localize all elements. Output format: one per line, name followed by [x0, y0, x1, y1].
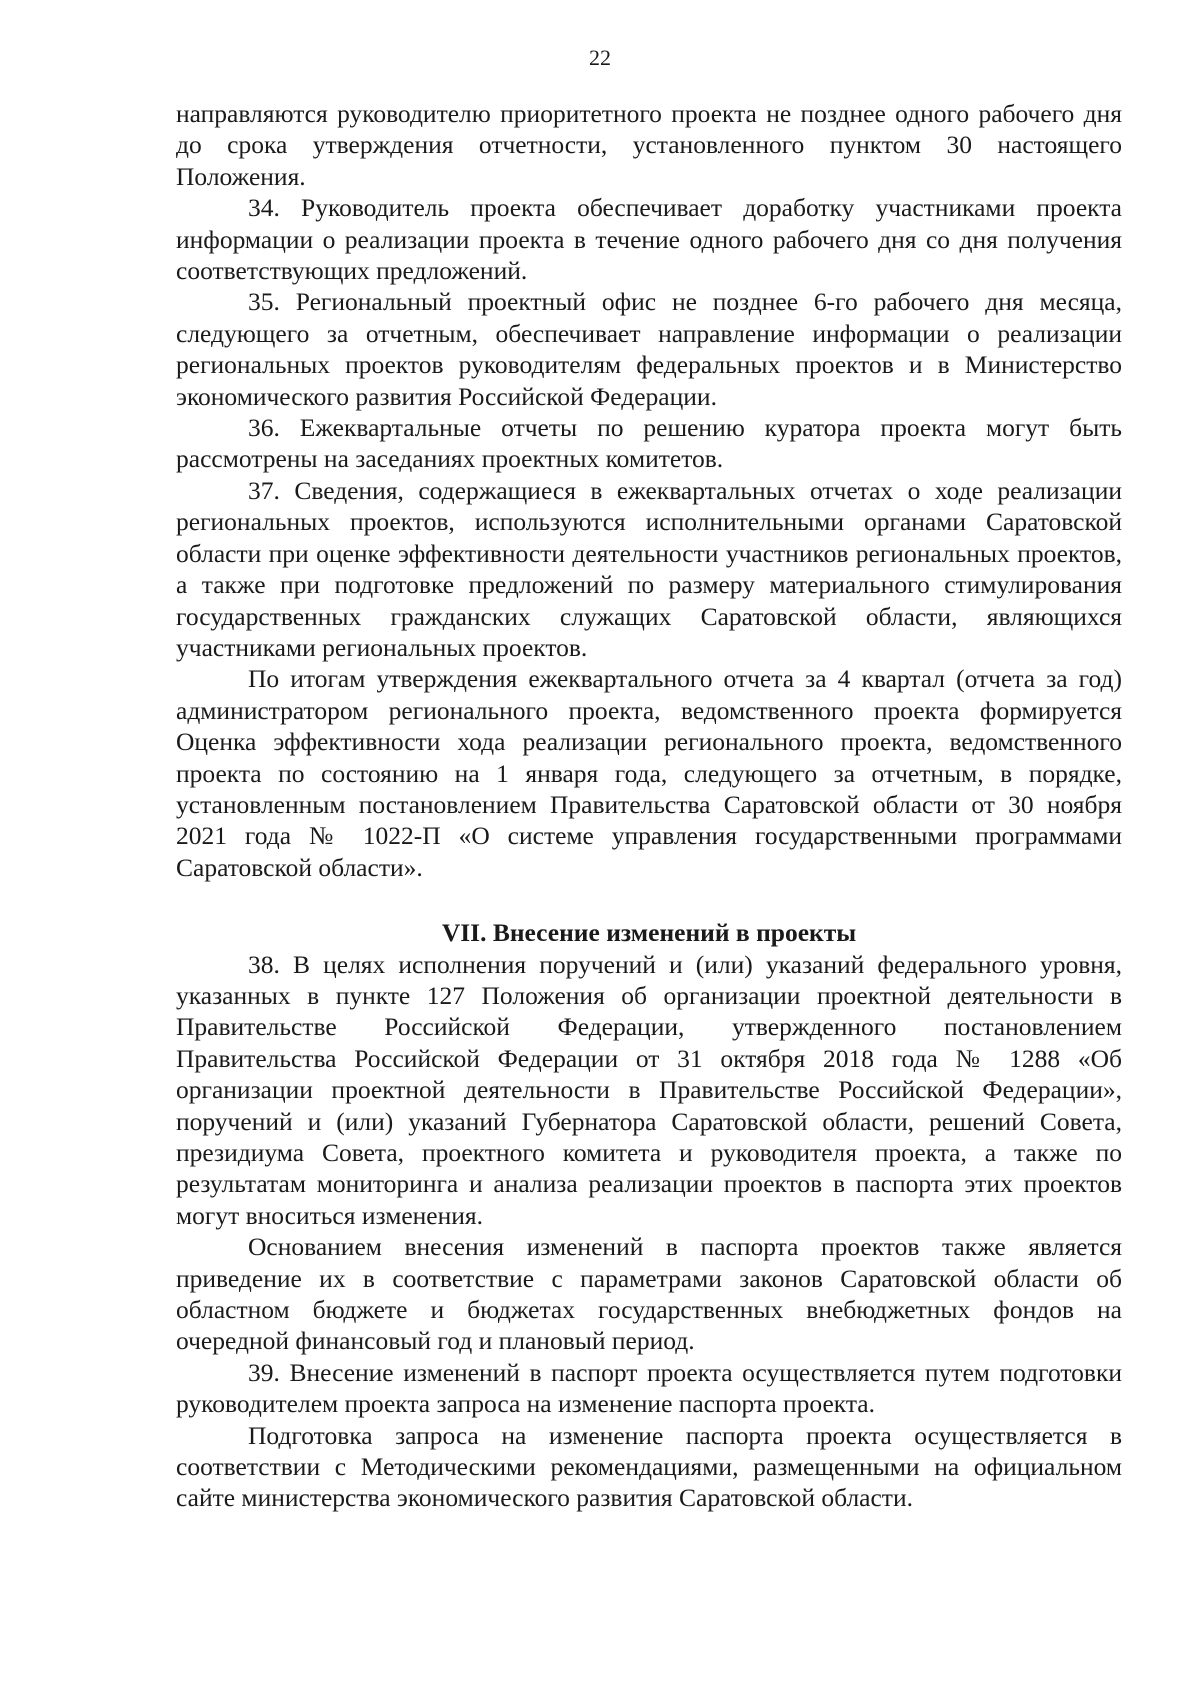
document-body	[176, 98, 1122, 1514]
paragraph-item-39: 39. Внесение изменений в паспорт проекта осуществляется путем подготовки руководителем проекта запроса на изменение паспорта проекта.	[176, 1357, 1122, 1419]
paragraph-continuation: направляются руководителю приоритетного проекта не позднее одного рабочего дня до срока утверждения отчетности, установленного пунктом 30 настоящего Положения.	[176, 99, 1122, 191]
paragraph-annual-report: По итогам утверждения ежеквартального отчета за 4 квартал (отчета за год) администратором регионального проекта, ведомственного проекта формируется Оценка эффективности хода реализации регионального проекта, ведомственного проекта по состоянию на 1 января года, следующего за отчетным, в порядке, установленным постановлением Правительства Саратовской области от 30 ноября 2021 года № 1022-П «О системе управления государственными программами Саратовской области».	[176, 664, 1122, 882]
paragraph-item-35: 35. Региональный проектный офис не позднее 6-го рабочего дня месяца, следующего за отчетным, обеспечивает направление информации о реализации региональных проектов руководителям федеральных проектов и в Министерство экономического развития Российской Федерации.	[176, 287, 1122, 411]
paragraph-request-preparation: Подготовка запроса на изменение паспорта проекта осуществляется в соответствии с Методическими рекомендациями, размещенными на официальном сайте министерства экономического развития Саратовской области.	[176, 1420, 1122, 1513]
paragraph-item-38: 38. В целях исполнения поручений и (или) указаний федерального уровня, указанных в пункте 127 Положения об организации проектной деятельности в Правительстве Российской Федерации, утвержденного постановлением Правительства Российской Федерации от 31 октября 2018 года № 1288 «Об организации проектной деятельности в Правительстве Российской Федерации», поручений и (или) указаний Губернатора Саратовской области, решений Совета, президиума Совета, проектного комитета и руководителя проекта, а также по результатам мониторинга и анализа реализации проектов в паспорта этих проектов могут вноситься изменения.	[176, 949, 1122, 1230]
page-number: 22	[589, 45, 611, 70]
paragraph-grounds-for-changes: Основанием внесения изменений в паспорта проектов также является приведение их в соответствие с параметрами законов Саратовской области об областном бюджете и бюджетах государственных внебюджетных фондов на очередной финансовый год и плановый период.	[176, 1232, 1122, 1356]
paragraph-item-37: 37. Сведения, содержащиеся в ежеквартальных отчетах о ходе реализации региональных проектов, используются исполнительными органами Саратовской области при оценке эффективности деятельности участников региональных проектов, а также при подготовке предложений по размеру материального стимулирования государственных гражданских служащих Саратовской области, являющихся участниками региональных проектов.	[176, 475, 1122, 662]
paragraph-item-36: 36. Ежеквартальные отчеты по решению куратора проекта могут быть рассмотрены на заседаниях проектных комитетов.	[176, 413, 1122, 474]
section-heading: VII. Внесение изменений в проекты	[441, 918, 857, 948]
paragraph-item-34: 34. Руководитель проекта обеспечивает доработку участниками проекта информации о реализации проекта в течение одного рабочего дня со дня получения соответствующих предложений.	[176, 193, 1122, 286]
